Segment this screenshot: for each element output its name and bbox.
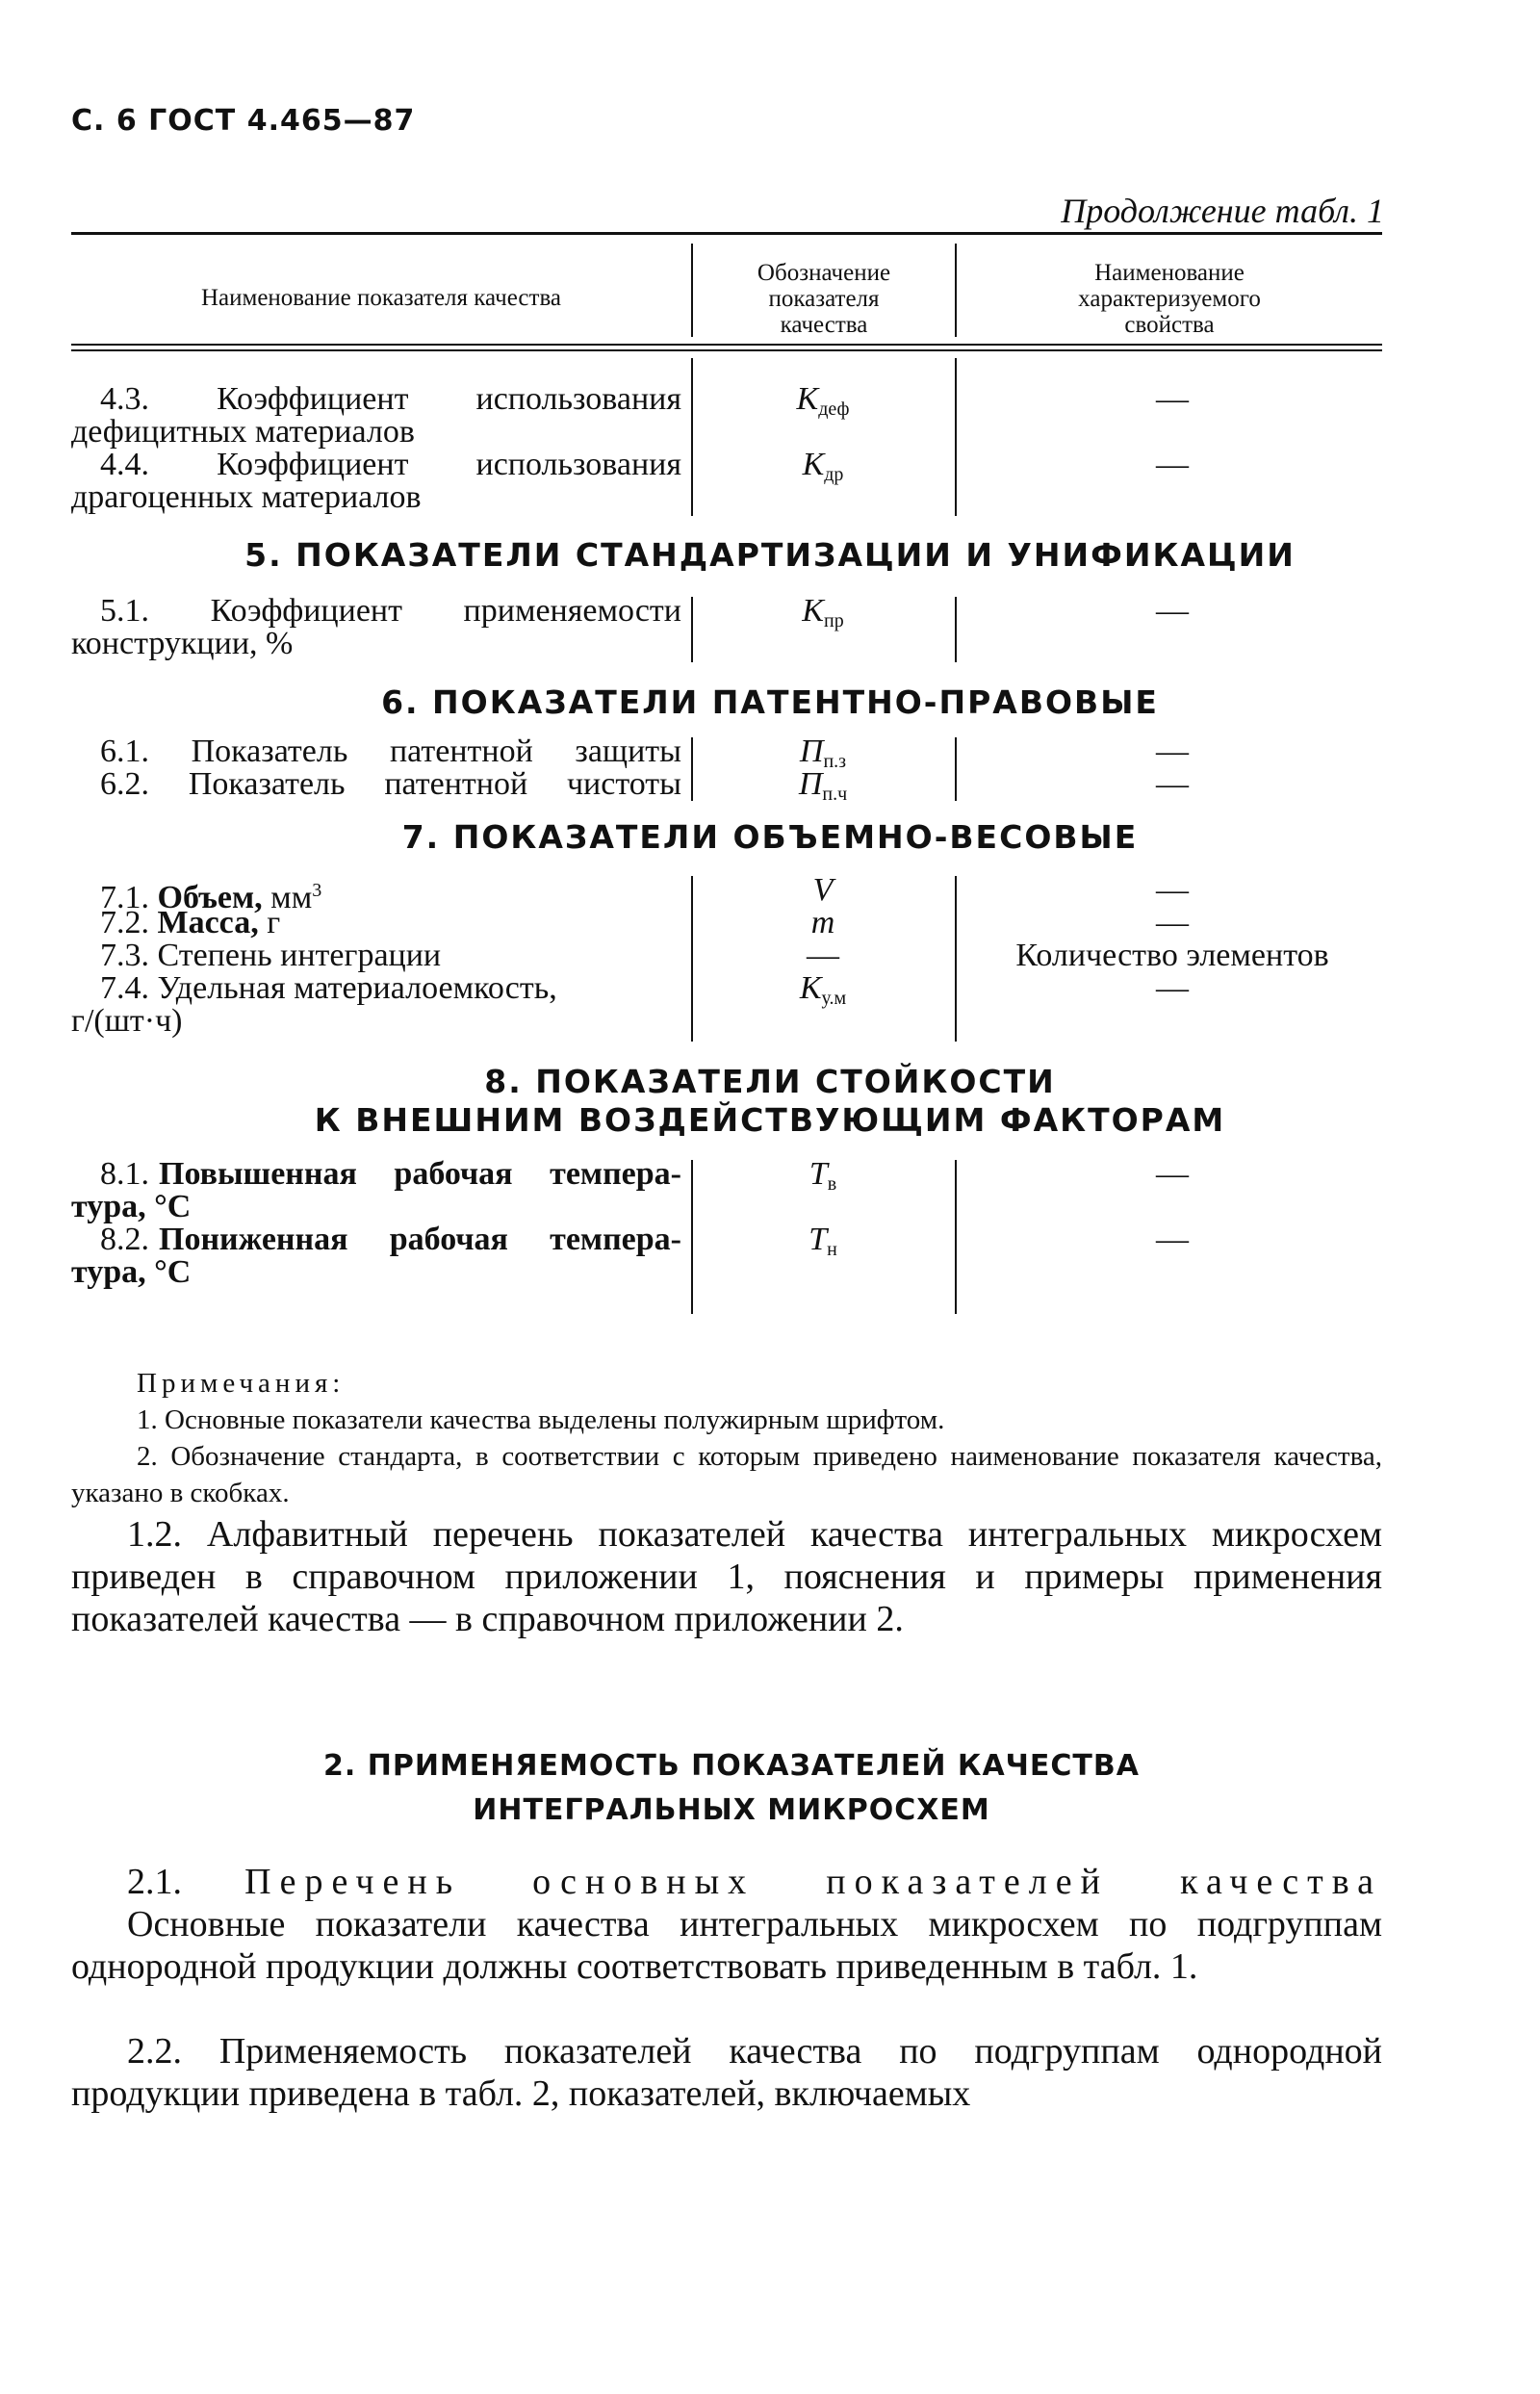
notes-heading: Примечания: [137,1368,346,1399]
table-continuation-label: Продолжение табл. 1 [1061,192,1384,230]
column-divider [955,358,957,516]
column-header-property: Наименование характеризуемого свойства [1078,260,1261,338]
column-header-name: Наименование показателя качества [200,285,562,311]
table-notes [71,1365,1382,1511]
section-2-heading: 2. ПРИМЕНЯЕМОСТЬ ПОКАЗАТЕЛЕЙ КАЧЕСТВА ИНТЕГРАЛЬНЫХ МИКРОСХЕМ [323,1749,1140,1827]
column-divider [955,597,957,662]
column-divider [955,876,957,1042]
table-top-rule [71,232,1382,235]
note-2: 2. Обозначение стандарта, в соответствии с которым приведено наименование показателя качества, указано в скобках. [71,1441,1382,1508]
column-divider [955,1160,957,1314]
section-heading: 5. ПОКАЗАТЕЛИ СТАНДАРТИЗАЦИИ И УНИФИКАЦИИ [244,536,1296,574]
note-1: 1. Основные показатели качества выделены полужирным шрифтом. [137,1404,945,1435]
section-heading: 8. ПОКАЗАТЕЛИ СТОЙКОСТИ К ВНЕШНИМ ВОЗДЕЙСТВУЮЩИМ ФАКТОРАМ [314,1063,1226,1139]
page-header: С. 6 ГОСТ 4.465—87 [71,104,416,138]
column-divider [955,737,957,801]
subsection-2-1-heading: 2.1. Перечень основных показателей качества [127,1862,1382,1902]
paragraph-2-1: Основные показатели качества интегральных микросхем по подгруппам однородной продукции должны соответствовать приведенным в табл. 1. [71,1904,1382,1987]
column-divider [691,358,693,516]
section-heading: 6. ПОКАЗАТЕЛИ ПАТЕНТНО-ПРАВОВЫЕ [381,683,1159,721]
column-header-symbol: Обозначение показателя качества [757,260,891,338]
paragraph-2-2: 2.2. Применяемость показателей качества по подгруппам однородной продукции приведена в табл. 2, показателей, включаемых [71,2031,1382,2114]
section-heading: 7. ПОКАЗАТЕЛИ ОБЪЕМНО-ВЕСОВЫЕ [401,818,1139,856]
table-header-rule-2 [71,349,1382,351]
paragraph-1-2: 1.2. Алфавитный перечень показателей качества интегральных микросхем приведен в справочном приложении 1, пояснения и примеры применения показателей качества — в справочном приложении 2. [71,1514,1382,1639]
table-header-rule [71,344,1382,346]
